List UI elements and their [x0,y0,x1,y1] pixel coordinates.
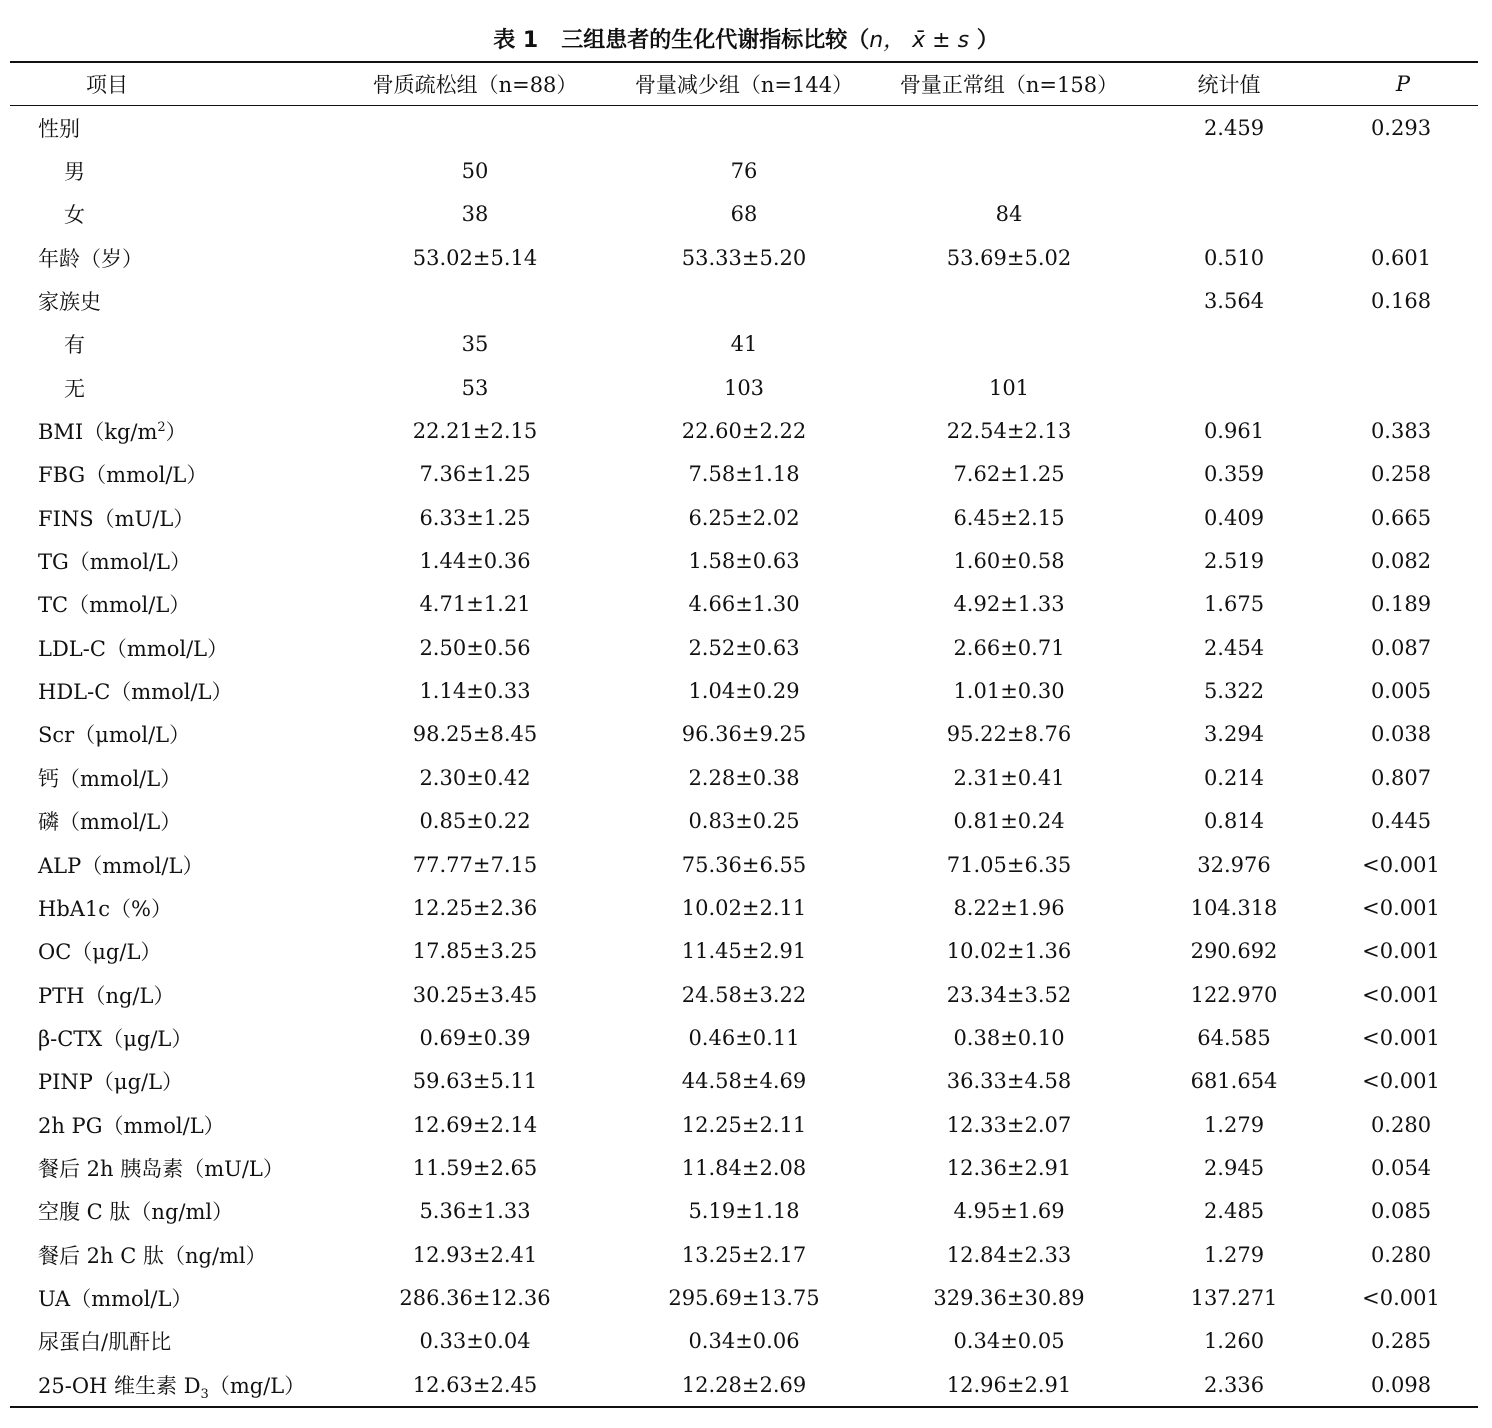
row-item-label [10,713,340,756]
osteopenia-value: 13.25±2.17 [681,1242,807,1267]
table-row [10,626,1478,669]
statistic-value: 2.459 [1203,115,1265,140]
normal-value: 53.69±5.02 [946,245,1072,270]
row-item-subscript: 3 [200,1386,209,1402]
osteoporosis-value: 30.25±3.45 [412,982,538,1007]
normal-value: 101 [988,375,1030,400]
caption-statistics: n， x̄ ± s [869,28,970,53]
p-value: 0.285 [1370,1329,1432,1354]
table-row [10,1276,1478,1319]
osteoporosis-value: 12.25±2.36 [412,895,538,920]
normal-value: 12.36±2.91 [946,1155,1072,1180]
row-item-unit-close: （mg/L） [208,1373,306,1398]
p-value: <0.001 [1362,1285,1440,1310]
statistic-value: 137.271 [1190,1285,1278,1310]
table-row [10,1363,1478,1407]
statistic-value: 1.260 [1203,1329,1265,1354]
row-item-label [10,1146,340,1189]
statistic-value: 0.961 [1203,419,1265,444]
osteopenia-value: 2.52±0.63 [688,635,800,660]
osteopenia-value [610,279,878,322]
normal-value [878,106,1140,150]
p-value: <0.001 [1362,939,1440,964]
osteoporosis-value: 2.30±0.42 [419,765,531,790]
p-value: 0.601 [1370,245,1432,270]
statistic-value: 32.976 [1197,852,1271,877]
row-item-label [10,583,340,626]
osteopenia-value [610,106,878,150]
statistic-value: 0.814 [1203,809,1265,834]
row-item-text: UA（mmol/L） [38,1286,193,1311]
caption-close: ） [969,28,999,53]
osteoporosis-value: 38 [461,202,489,227]
osteoporosis-value: 53.02±5.14 [412,245,538,270]
row-item-label [10,669,340,712]
row-item-label [10,1363,340,1407]
osteoporosis-value: 35 [461,332,489,357]
row-item-text: 无 [64,376,85,401]
osteoporosis-value: 12.93±2.41 [412,1242,538,1267]
row-item-unit-close: ） [165,420,187,445]
statistic-value: 681.654 [1190,1069,1278,1094]
table-row [10,930,1478,973]
header-osteopenia-group: 骨量减少组（n=144） [610,62,878,106]
normal-value: 23.34±3.52 [946,982,1072,1007]
statistic-value: 2.336 [1203,1372,1265,1397]
normal-value: 7.62±1.25 [953,462,1065,487]
osteopenia-value: 0.83±0.25 [688,809,800,834]
row-item-text: HbA1c（%） [38,896,172,921]
osteopenia-value: 11.84±2.08 [681,1155,807,1180]
p-value [1318,323,1478,366]
p-value [1318,366,1478,409]
table-row [10,279,1478,322]
osteoporosis-value: 11.59±2.65 [412,1155,538,1180]
osteoporosis-value: 4.71±1.21 [419,592,531,617]
row-item-superscript: 2 [157,420,166,436]
table-caption [0,24,1492,58]
osteoporosis-value: 0.85±0.22 [419,809,531,834]
osteoporosis-value: 22.21±2.15 [412,419,538,444]
p-value: 0.807 [1370,765,1432,790]
osteopenia-value: 24.58±3.22 [681,982,807,1007]
p-value [1318,149,1478,192]
row-item-label [10,973,340,1016]
osteoporosis-value: 7.36±1.25 [419,462,531,487]
table-row [10,453,1478,496]
osteoporosis-value: 0.69±0.39 [419,1025,531,1050]
osteopenia-value: 7.58±1.18 [688,462,800,487]
table-row [10,583,1478,626]
osteopenia-value: 12.25±2.11 [681,1112,807,1137]
row-item-label [10,496,340,539]
osteoporosis-value: 12.63±2.45 [412,1372,538,1397]
header-row [10,62,1478,106]
p-value: 0.038 [1370,722,1432,747]
statistic-value: 5.322 [1203,679,1265,704]
row-item-text: 尿蛋白/肌酐比 [38,1330,172,1355]
osteoporosis-value: 50 [461,159,489,184]
osteopenia-value: 2.28±0.38 [688,765,800,790]
row-item-label [10,149,340,192]
normal-value: 0.38±0.10 [953,1025,1065,1050]
row-item-label [10,1016,340,1059]
osteoporosis-value [340,279,610,322]
table-row [10,1060,1478,1103]
header-normal-group: 骨量正常组（n=158） [878,62,1140,106]
p-value: 0.005 [1370,679,1432,704]
caption-title: 表 1 三组患者的生化代谢指标比较（ [493,28,870,53]
row-item-label [10,626,340,669]
row-item-label [10,409,340,452]
osteoporosis-value: 98.25±8.45 [412,722,538,747]
row-item-label [10,193,340,236]
statistic-value: 1.675 [1203,592,1265,617]
table-row [10,366,1478,409]
osteopenia-value: 1.04±0.29 [688,679,800,704]
row-item-text: β-CTX（μg/L） [38,1026,193,1051]
table-row [10,1103,1478,1146]
osteoporosis-value: 2.50±0.56 [419,635,531,660]
statistic-value: 0.409 [1203,505,1265,530]
p-value: 0.383 [1370,419,1432,444]
statistic-value: 3.564 [1203,289,1265,314]
p-value: <0.001 [1362,895,1440,920]
osteopenia-value: 4.66±1.30 [688,592,800,617]
row-item-text: 餐后 2h C 肽（ng/ml） [38,1243,267,1268]
row-item-label [10,1103,340,1146]
statistic-value [1140,323,1318,366]
statistic-value: 1.279 [1203,1112,1265,1137]
data-table [10,61,1478,1408]
statistic-value: 2.485 [1203,1199,1265,1224]
normal-value: 12.33±2.07 [946,1112,1072,1137]
osteopenia-value: 5.19±1.18 [688,1199,800,1224]
normal-value: 329.36±30.89 [933,1285,1085,1310]
row-item-text: 25-OH 维生素 D [38,1373,201,1398]
osteopenia-value: 0.34±0.06 [688,1329,800,1354]
row-item-text: 2h PG（mmol/L） [38,1113,225,1138]
p-value: 0.085 [1370,1199,1432,1224]
row-item-text: FBG（mmol/L） [38,463,208,488]
statistic-value [1140,193,1318,236]
statistic-value [1140,366,1318,409]
osteoporosis-value: 59.63±5.11 [412,1069,538,1094]
normal-value: 12.96±2.91 [946,1372,1072,1397]
normal-value: 10.02±1.36 [946,939,1072,964]
p-value: <0.001 [1362,1069,1440,1094]
p-value: 0.445 [1370,809,1432,834]
osteoporosis-value: 17.85±3.25 [412,939,538,964]
statistic-value: 0.214 [1203,765,1265,790]
row-item-text: LDL-C（mmol/L） [38,636,229,661]
normal-value [878,149,1140,192]
normal-value: 4.92±1.33 [953,592,1065,617]
osteoporosis-value: 77.77±7.15 [412,852,538,877]
table-row [10,1320,1478,1363]
osteoporosis-value: 12.69±2.14 [412,1112,538,1137]
osteopenia-value: 6.25±2.02 [688,505,800,530]
table-row [10,496,1478,539]
osteopenia-value: 295.69±13.75 [668,1285,820,1310]
statistic-value: 3.294 [1203,722,1265,747]
header-p-value: P [1318,62,1478,106]
p-value: 0.054 [1370,1155,1432,1180]
row-item-text: TG（mmol/L） [38,550,191,575]
table-row [10,843,1478,886]
row-item-text: 年龄（岁） [38,246,143,271]
normal-value: 1.01±0.30 [953,679,1065,704]
row-item-label [10,539,340,582]
row-item-text: 女 [64,203,85,228]
p-value: 0.280 [1370,1112,1432,1137]
statistic-value: 0.510 [1203,245,1265,270]
row-item-label [10,930,340,973]
statistic-value: 122.970 [1190,982,1278,1007]
row-item-label [10,1060,340,1103]
p-value: 0.087 [1370,635,1432,660]
normal-value: 8.22±1.96 [953,895,1065,920]
table-row [10,1146,1478,1189]
normal-value: 1.60±0.58 [953,549,1065,574]
row-item-label [10,1233,340,1276]
row-item-label [10,236,340,279]
normal-value: 84 [995,202,1023,227]
row-item-text: TC（mmol/L） [38,593,191,618]
p-value: 0.168 [1370,289,1432,314]
normal-value [878,323,1140,366]
osteopenia-value: 44.58±4.69 [681,1069,807,1094]
row-item-text: 家族史 [38,290,101,315]
normal-value: 6.45±2.15 [953,505,1065,530]
osteoporosis-value: 5.36±1.33 [419,1199,531,1224]
row-item-text: HDL-C（mmol/L） [38,680,233,705]
row-item-text: 有 [64,333,85,358]
p-value: <0.001 [1362,982,1440,1007]
osteoporosis-value: 0.33±0.04 [419,1329,531,1354]
row-item-text: 磷（mmol/L） [38,810,182,835]
row-item-label [10,106,340,150]
osteopenia-value: 41 [730,332,758,357]
table-row [10,973,1478,1016]
osteopenia-value: 96.36±9.25 [681,722,807,747]
statistic-value: 64.585 [1197,1025,1271,1050]
row-item-text: 男 [64,160,85,185]
normal-value: 2.31±0.41 [953,765,1065,790]
table-row [10,106,1478,150]
osteopenia-value: 11.45±2.91 [681,939,807,964]
normal-value: 22.54±2.13 [946,419,1072,444]
row-item-text: Scr（μmol/L） [38,723,191,748]
p-value: <0.001 [1362,1025,1440,1050]
osteopenia-value: 75.36±6.55 [681,852,807,877]
statistic-value [1140,149,1318,192]
row-item-label [10,453,340,496]
statistic-value: 2.454 [1203,635,1265,660]
p-value: 0.098 [1370,1372,1432,1397]
row-item-label [10,279,340,322]
osteopenia-value: 10.02±2.11 [681,895,807,920]
statistic-value: 290.692 [1190,939,1278,964]
p-value: <0.001 [1362,852,1440,877]
table-row [10,1190,1478,1233]
statistic-value: 1.279 [1203,1242,1265,1267]
table-row [10,1233,1478,1276]
osteopenia-value: 103 [723,375,765,400]
row-item-text: OC（μg/L） [38,940,162,965]
osteopenia-value: 0.46±0.11 [688,1025,800,1050]
p-value [1318,193,1478,236]
row-item-text: 钙（mmol/L） [38,766,182,791]
osteoporosis-value: 1.44±0.36 [419,549,531,574]
row-item-label [10,1320,340,1363]
normal-value: 2.66±0.71 [953,635,1065,660]
row-item-text: PⅠNP（μg/L） [38,1070,184,1095]
normal-value: 0.34±0.05 [953,1329,1065,1354]
row-item-label [10,1190,340,1233]
table-row [10,800,1478,843]
osteopenia-value: 12.28±2.69 [681,1372,807,1397]
normal-value [878,279,1140,322]
table-row [10,149,1478,192]
row-item-text: 性别 [38,116,80,141]
header-osteoporosis-group: 骨质疏松组（n=88） [340,62,610,106]
normal-value: 95.22±8.76 [946,722,1072,747]
table-row [10,713,1478,756]
table-row [10,323,1478,366]
table-row [10,669,1478,712]
table-row [10,409,1478,452]
header-item: 项目 [10,62,340,106]
osteopenia-value: 53.33±5.20 [681,245,807,270]
p-value: 0.293 [1370,115,1432,140]
row-item-label [10,366,340,409]
table-row [10,1016,1478,1059]
osteoporosis-value: 6.33±1.25 [419,505,531,530]
row-item-text: BMI（kg/m [38,420,158,445]
row-item-label [10,323,340,366]
statistic-value: 2.519 [1203,549,1265,574]
table-row [10,193,1478,236]
osteopenia-value: 22.60±2.22 [681,419,807,444]
table-header [10,62,1478,106]
row-item-label [10,800,340,843]
row-item-text: 空腹 C 肽（ng/ml） [38,1200,234,1225]
table-row [10,236,1478,279]
osteopenia-value: 76 [730,159,758,184]
table-row [10,756,1478,799]
row-item-text: 餐后 2h 胰岛素（mU/L） [38,1156,284,1181]
table-row [10,539,1478,582]
row-item-label [10,886,340,929]
p-value: 0.280 [1370,1242,1432,1267]
normal-value: 4.95±1.69 [953,1199,1065,1224]
osteoporosis-value: 286.36±12.36 [399,1285,551,1310]
statistic-value: 0.359 [1203,462,1265,487]
row-item-text: FINS（mU/L） [38,506,195,531]
row-item-label [10,1276,340,1319]
normal-value: 71.05±6.35 [946,852,1072,877]
p-value: 0.258 [1370,462,1432,487]
row-item-text: PTH（ng/L） [38,983,175,1008]
osteoporosis-value: 1.14±0.33 [419,679,531,704]
p-value: 0.189 [1370,592,1432,617]
p-value: 0.082 [1370,549,1432,574]
normal-value: 0.81±0.24 [953,809,1065,834]
header-statistic: 统计值 [1140,62,1318,106]
osteoporosis-value: 53 [461,375,489,400]
osteoporosis-value [340,106,610,150]
normal-value: 12.84±2.33 [946,1242,1072,1267]
statistic-value: 104.318 [1190,895,1278,920]
osteopenia-value: 1.58±0.63 [688,549,800,574]
row-item-label [10,756,340,799]
normal-value: 36.33±4.58 [946,1069,1072,1094]
table-row [10,886,1478,929]
table-body [10,106,1478,1408]
osteopenia-value: 68 [730,202,758,227]
statistic-value: 2.945 [1203,1155,1265,1180]
row-item-text: ALP（mmol/L） [38,853,204,878]
row-item-label [10,843,340,886]
p-value: 0.665 [1370,505,1432,530]
